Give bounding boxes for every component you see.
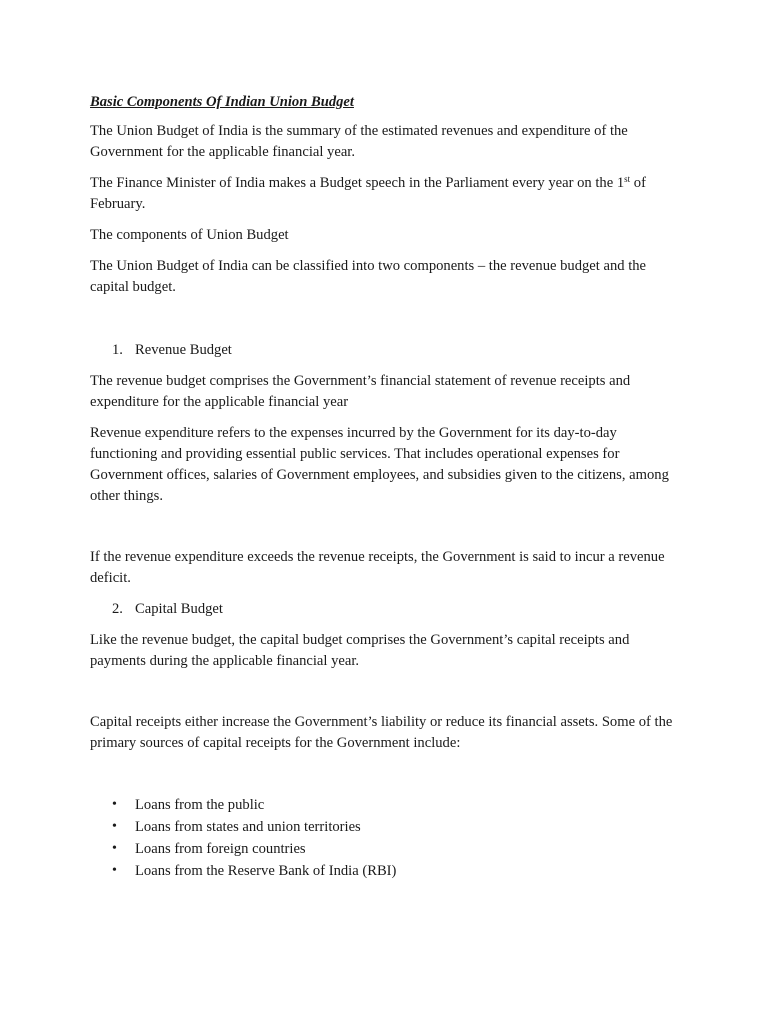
capital-definition-paragraph: Like the revenue budget, the capital budget comprises the Government’s capital receipts and payments during the applicable financial year. bbox=[90, 632, 630, 669]
capital-sources-list bbox=[90, 794, 675, 882]
budget-speech-text: The Finance Minister of India makes a Budget speech in the Parliament every year on the 1 bbox=[90, 175, 625, 191]
list-item-text: Loans from the Reserve Bank of India (RBI) bbox=[135, 863, 397, 879]
list-number: 1. bbox=[112, 342, 123, 358]
bullet-icon: • bbox=[112, 819, 117, 834]
revenue-budget-heading bbox=[90, 340, 675, 361]
list-heading-text: Capital Budget bbox=[135, 601, 223, 617]
spacer bbox=[90, 517, 675, 547]
list-item-text: Loans from the public bbox=[135, 797, 265, 813]
list-item bbox=[90, 816, 675, 838]
list-item-text: Loans from states and union territories bbox=[135, 819, 361, 835]
capital-receipts-paragraph: Capital receipts either increase the Government’s liability or reduce its financial assets. Some of the primary sources of capital receipts for the Government include: bbox=[90, 714, 673, 751]
components-heading-text: The components of Union Budget bbox=[90, 227, 289, 243]
bullet-icon: • bbox=[112, 797, 117, 812]
list-number: 2. bbox=[112, 601, 123, 617]
revenue-expenditure-paragraph: Revenue expenditure refers to the expenses incurred by the Government for its day-to-day functioning and providing essential public services. That includes operational expenses for Government offices, salaries of Government employees, and subsidies given to the citizens, among other things. bbox=[90, 425, 669, 504]
list-item bbox=[90, 860, 675, 882]
spacer bbox=[90, 682, 675, 712]
list-item bbox=[90, 838, 675, 860]
intro-paragraph: The Union Budget of India is the summary of the estimated revenues and expenditure of the Government for the applicable financial year. bbox=[90, 123, 628, 160]
ordinal-suffix: st bbox=[624, 174, 631, 184]
capital-budget-heading bbox=[90, 599, 675, 620]
document-page bbox=[90, 93, 675, 882]
list-heading-text: Revenue Budget bbox=[135, 342, 232, 358]
spacer bbox=[90, 764, 675, 794]
spacer bbox=[90, 308, 675, 340]
list-item-text: Loans from foreign countries bbox=[135, 841, 306, 857]
bullet-icon: • bbox=[112, 841, 117, 856]
document-title: Basic Components Of Indian Union Budget bbox=[90, 94, 354, 110]
list-item bbox=[90, 794, 675, 816]
classification-paragraph: The Union Budget of India can be classified into two components – the revenue budget and the capital budget. bbox=[90, 258, 647, 295]
budget-speech-paragraph bbox=[90, 173, 675, 215]
revenue-definition-paragraph: The revenue budget comprises the Government’s financial statement of revenue receipts and expenditure for the applicable financial year bbox=[90, 373, 631, 410]
bullet-icon: • bbox=[112, 863, 117, 878]
budget-speech-text-end: of February. bbox=[90, 175, 646, 212]
revenue-deficit-paragraph: If the revenue expenditure exceeds the revenue receipts, the Government is said to incur a revenue deficit. bbox=[90, 549, 665, 586]
